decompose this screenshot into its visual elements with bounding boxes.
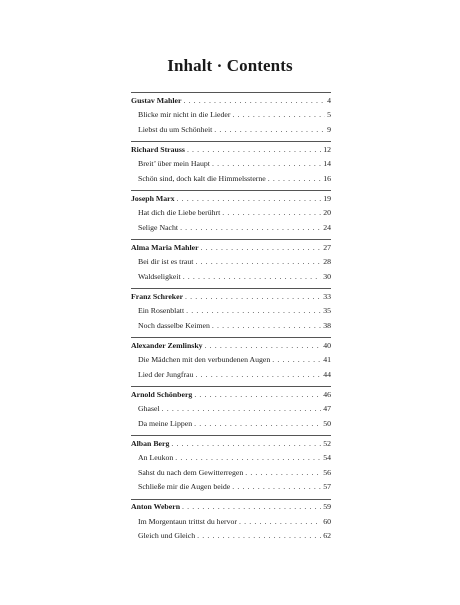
toc-section [131,190,331,235]
toc-section [131,337,331,382]
dot-leader [183,94,325,109]
toc-composer-entry-title: Joseph Marx [131,193,175,203]
dot-leader [194,417,321,432]
toc-composer-entry-page-number: 33 [323,291,331,301]
toc-song-entry-title: Selige Nacht [138,222,179,232]
toc-composer-entry-page-number: 12 [323,144,331,154]
toc-song-entry-page-number: 35 [323,306,331,315]
toc-composer-entry-title: Franz Schreker [131,291,184,301]
dot-leader [214,123,325,138]
toc-song-entry[interactable] [131,172,331,187]
toc-song-entry-page-number: 60 [323,516,331,526]
dot-leader [187,143,321,158]
toc-song-entry[interactable] [131,417,331,432]
toc-composer-entry-page-number: 40 [323,340,331,350]
toc-song-entry-title: Waldseligkeit [138,271,181,281]
toc-composer-entry-title: Gustav Mahler [131,95,182,105]
toc-song-entry-page-number: 9 [327,124,331,134]
toc-song-entry-page-number: 47 [323,404,331,413]
toc-song-entry-title: Blicke mir nicht in die Lieder [138,110,231,119]
toc-song-entry-title: Die Mädchen mit den verbundenen Augen [138,355,271,364]
toc-song-entry-title: Noch dasselbe Keimen [138,320,210,330]
toc-song-entry-page-number: 16 [323,173,331,183]
toc-song-entry-page-number: 54 [323,453,331,462]
toc-section [131,92,331,137]
toc-composer-entry[interactable] [131,388,331,403]
toc-song-entry-title: An Leukon [138,453,174,462]
toc-composer-entry-page-number: 46 [323,389,331,399]
toc-song-entry[interactable] [131,304,331,319]
dot-leader [212,157,321,172]
dot-leader [232,480,321,495]
toc-song-entry[interactable] [131,402,331,417]
dot-leader [239,515,321,530]
toc-song-entry-title: Schön sind, doch kalt die Himmelssterne [138,173,266,183]
dot-leader [175,451,321,466]
toc-song-entry-page-number: 44 [323,369,331,379]
toc-song-entry-title: Hat dich die Liebe berührt [138,208,221,217]
dot-leader [212,319,321,334]
toc-song-entry[interactable] [131,368,331,383]
dot-leader [182,500,321,515]
toc-composer-entry-page-number: 19 [323,193,331,203]
toc-song-entry[interactable] [131,157,331,172]
toc-song-entry-page-number: 56 [323,467,331,477]
toc-composer-entry-page-number: 27 [323,242,331,252]
toc-composer-entry[interactable] [131,192,331,207]
toc-song-entry[interactable] [131,353,331,368]
dot-leader [205,339,322,354]
toc-composer-entry-page-number: 52 [323,438,331,448]
toc-song-entry-page-number: 38 [323,320,331,330]
dot-leader [268,172,321,187]
toc-song-entry-title: Lied der Jungfrau [138,369,194,379]
toc-composer-entry[interactable] [131,339,331,354]
toc-song-entry-title: Ein Rosenblatt [138,306,185,315]
toc-song-entry-title: Breit’ über mein Haupt [138,159,210,168]
toc-song-entry-page-number: 28 [323,257,331,266]
toc-song-entry[interactable] [131,206,331,221]
toc-song-entry-page-number: 14 [323,159,331,168]
toc-section [131,141,331,186]
dot-leader [232,108,325,123]
toc-composer-entry-title: Anton Webern [131,502,181,511]
toc-composer-entry-title: Richard Strauss [131,144,185,154]
toc-song-entry[interactable] [131,451,331,466]
dot-leader [222,206,321,221]
toc-composer-entry[interactable] [131,290,331,305]
toc-song-entry-page-number: 20 [323,208,331,217]
toc-song-entry-page-number: 57 [323,482,331,491]
toc-song-entry[interactable] [131,270,331,285]
dot-leader [245,466,321,481]
toc-section [131,288,331,333]
toc-song-entry[interactable] [131,221,331,236]
toc-song-entry-page-number: 62 [323,531,331,540]
toc-song-entry-title: Im Morgentaun trittst du hervor [138,516,238,526]
toc-composer-entry-title: Arnold Schönberg [131,389,193,399]
dot-leader [177,192,322,207]
dot-leader [194,388,321,403]
toc-section [131,239,331,284]
toc-song-entry-title: Gleich und Gleich [138,531,196,540]
dot-leader [183,270,322,285]
toc-section [131,386,331,431]
dot-leader [162,402,322,417]
dot-leader [201,241,322,256]
dot-leader [171,437,321,452]
toc-composer-entry[interactable] [131,94,331,109]
page-title: Inhalt · Contents [167,56,293,75]
dot-leader [197,529,321,544]
toc-composer-entry[interactable] [131,241,331,256]
dot-leader [180,221,321,236]
toc-song-entry-title: Bei dir ist es traut [138,257,194,266]
toc-song-entry-title: Ghasel [138,404,160,413]
toc-song-entry-page-number: 24 [323,222,331,232]
toc-song-entry-page-number: 41 [323,355,331,364]
toc-composer-entry-title: Alma Maria Mahler [131,242,199,252]
toc-song-entry[interactable] [131,319,331,334]
table-of-contents [131,92,331,544]
toc-composer-entry-page-number: 59 [323,502,331,511]
toc-composer-entry-title: Alexander Zemlinsky [131,340,203,350]
toc-song-entry[interactable] [131,466,331,481]
toc-section [131,499,331,544]
toc-composer-entry[interactable] [131,500,331,515]
toc-song-entry[interactable] [131,108,331,123]
toc-song-entry-title: Liebst du um Schönheit [138,124,213,134]
toc-song-entry[interactable] [131,529,331,544]
toc-section [131,435,331,495]
toc-composer-entry-page-number: 4 [327,95,331,105]
toc-song-entry[interactable] [131,515,331,530]
dot-leader [185,290,321,305]
dot-leader [195,255,321,270]
toc-composer-entry[interactable] [131,143,331,158]
dot-leader [272,353,321,368]
toc-song-entry-page-number: 50 [323,418,331,428]
toc-song-entry[interactable] [131,123,331,138]
toc-song-entry-page-number: 5 [327,110,331,119]
toc-song-entry-title: Da meine Lippen [138,418,193,428]
toc-song-entry-title: Schließe mir die Augen beide [138,482,231,491]
toc-song-entry[interactable] [131,480,331,495]
dot-leader [186,304,321,319]
toc-song-entry-title: Sahst du nach dem Gewitterregen [138,467,244,477]
dot-leader [195,368,321,383]
toc-composer-entry[interactable] [131,437,331,452]
toc-composer-entry-title: Alban Berg [131,438,170,448]
toc-song-entry-page-number: 30 [323,271,331,281]
toc-song-entry[interactable] [131,255,331,270]
